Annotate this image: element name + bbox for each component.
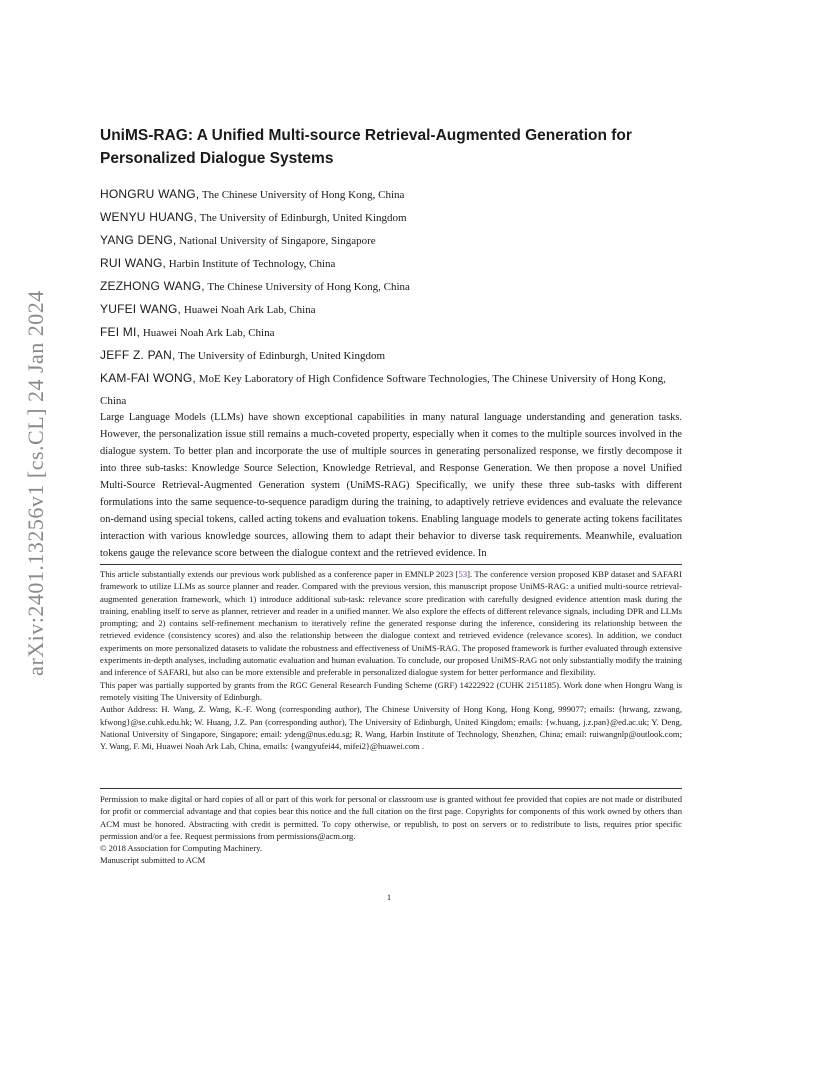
author-entry	[100, 183, 685, 206]
citation-link[interactable]: 53	[458, 569, 468, 579]
funding-note: This paper was partially supported by grants from the RGC General Research Funding Scheme (GRF) 14222922 (CUHK 2151185). Work done when Hongru Wang is remotely visiting The University of Edinburgh.	[100, 679, 682, 702]
author-affiliation: The University of Edinburgh, United Kingdom	[175, 350, 386, 362]
permissions-block	[100, 793, 682, 867]
author-entry	[100, 321, 685, 344]
permissions-divider	[100, 788, 682, 789]
author-affiliation: The Chinese University of Hong Kong, China	[199, 189, 405, 201]
author-affiliation: The Chinese University of Hong Kong, China	[204, 281, 410, 293]
arxiv-identifier-stamp[interactable]: arXiv:2401.13256v1 [cs.CL] 24 Jan 2024	[23, 290, 48, 676]
author-name: YANG DENG,	[100, 233, 177, 247]
author-entry	[100, 275, 685, 298]
page-number: 1	[386, 892, 392, 902]
author-affiliation: Huawei Noah Ark Lab, China	[181, 304, 316, 316]
extension-note: This article substantially extends our previous work published as a conference paper in EMNLP 2023 [53]. The conference version proposed KBP dataset and SAFARI framework to utilize LLMs as source planner and reader. Compared with the previous version, this manuscript propose UniMS-RAG: a unified multi-source retrieval-augmented generation framework, which 1) introduce additional sub-task: relevance score predication with carefully designed evidence attention mask during the training, enabling itself to serve as planner, retriever and reader in a unified manner. We also explore the effects of different relevance signals, including DPR and LLMs prompting; and 2) contains self-refinement mechanism to iteratively refine the generated response during the inference, considering its relationship between the retrieved evidence (consistency scores) and also the relationship between the dialogue context and retrieved evidence (relevance scores). In addition, we conduct experiments on more personalized datasets to validate the robustness and effectiveness of UniMS-RAG. The proposed framework is further evaluated through extensive experiments in-depth analyses, including automatic evaluation and human evaluation. To conclude, our proposed UniMS-RAG not only substantially modify the training and inference of SAFARI, but also can be more extensible and preferable in personalized dialogue system for better performance and flexibility.	[100, 569, 682, 678]
author-entry	[100, 344, 685, 367]
permissions-statement: Permission to make digital or hard copies of all or part of this work for personal or classroom use is granted without fee provided that copies are not made or distributed for profit or commercial advantage and that copies bear this notice and the full citation on the first page. Copyrights for components of this work owned by others than ACM must be honored. Abstracting with credit is permitted. To copy otherwise, or republish, to post on servers or to redistribute to lists, requires prior specific permission and/or a fee. Request permissions from permissions@acm.org.	[100, 794, 682, 841]
author-name: FEI MI,	[100, 325, 141, 339]
footnote-block	[100, 568, 682, 752]
author-entry	[100, 252, 685, 275]
author-name: HONGRU WANG,	[100, 187, 200, 201]
author-address-note: Author Address: H. Wang, Z. Wang, K.-F. Wong (corresponding author), The Chinese University of Hong Kong, Hong Kong, 999077; emails: {hrwang, zzwang, kfwong}@se.cuhk.edu.hk; W. Huang, J.Z. Pan (corresponding author), The University of Edinburgh, United Kingdom; emails: {w.huang, j.z.pan}@ed.ac.uk; Y. Deng, National University of Singapore, Singapore; email: ydeng@nus.edu.sg; R. Wang, Harbin Institute of Technology, Shenzhen, China; email: ruiwangnlp@outlook.com; Y. Wang, F. Mi, Huawei Noah Ark Lab, China, emails: {wangyufei44, mifei2}@huawei.com .	[100, 704, 682, 752]
footnote-divider	[100, 564, 682, 565]
author-name: WENYU HUANG,	[100, 210, 198, 224]
author-affiliation: MoE Key Laboratory of High Confidence Software Technologies, The Chinese University of Hong Kong, China	[100, 373, 666, 407]
author-name: ZEZHONG WANG,	[100, 279, 205, 293]
author-entry	[100, 298, 685, 321]
author-affiliation: The University of Edinburgh, United Kingdom	[197, 212, 407, 224]
author-entry	[100, 206, 685, 229]
author-affiliation: National University of Singapore, Singapore	[176, 235, 376, 247]
author-entry	[100, 229, 685, 252]
author-name: RUI WANG,	[100, 256, 167, 270]
author-entry	[100, 367, 685, 412]
author-affiliation: Harbin Institute of Technology, China	[166, 258, 336, 270]
paper-title: UniMS-RAG: A Unified Multi-source Retrieval-Augmented Generation for Personalized Dialogue Systems	[100, 127, 632, 167]
author-name: YUFEI WANG,	[100, 302, 182, 316]
author-name: KAM-FAI WONG,	[100, 371, 196, 385]
author-list	[100, 183, 685, 412]
submission-notice: Manuscript submitted to ACM	[100, 855, 206, 866]
copyright-notice: © 2018 Association for Computing Machinery.	[100, 843, 263, 854]
abstract-text: Large Language Models (LLMs) have shown exceptional capabilities in many natural language understanding and generation tasks. However, the personalization issue still remains a much-coveted property, especially when it comes to the multiple sources involved in the dialogue system. To better plan and incorporate the use of multiple sources in generating personalized response, we firstly decompose it into three sub-tasks: Knowledge Source Selection, Knowledge Retrieval, and Response Generation. We then propose a novel Unified Multi-Source Retrieval-Augmented Generation system (UniMS-RAG) Specifically, we unify these three sub-tasks with different formulations into the same sequence-to-sequence paradigm during the training, to adaptively retrieve evidences and evaluate the relevance on-demand using special tokens, called acting tokens and evaluation tokens. Enabling language models to generate acting tokens facilitates interaction with various knowledge sources, allowing them to adapt their behavior to diverse task requirements. Meanwhile, evaluation tokens gauge the relevance score between the dialogue context and the retrieved evidence. In	[100, 412, 682, 559]
author-name: JEFF Z. PAN,	[100, 348, 176, 362]
author-affiliation: Huawei Noah Ark Lab, China	[140, 327, 275, 339]
